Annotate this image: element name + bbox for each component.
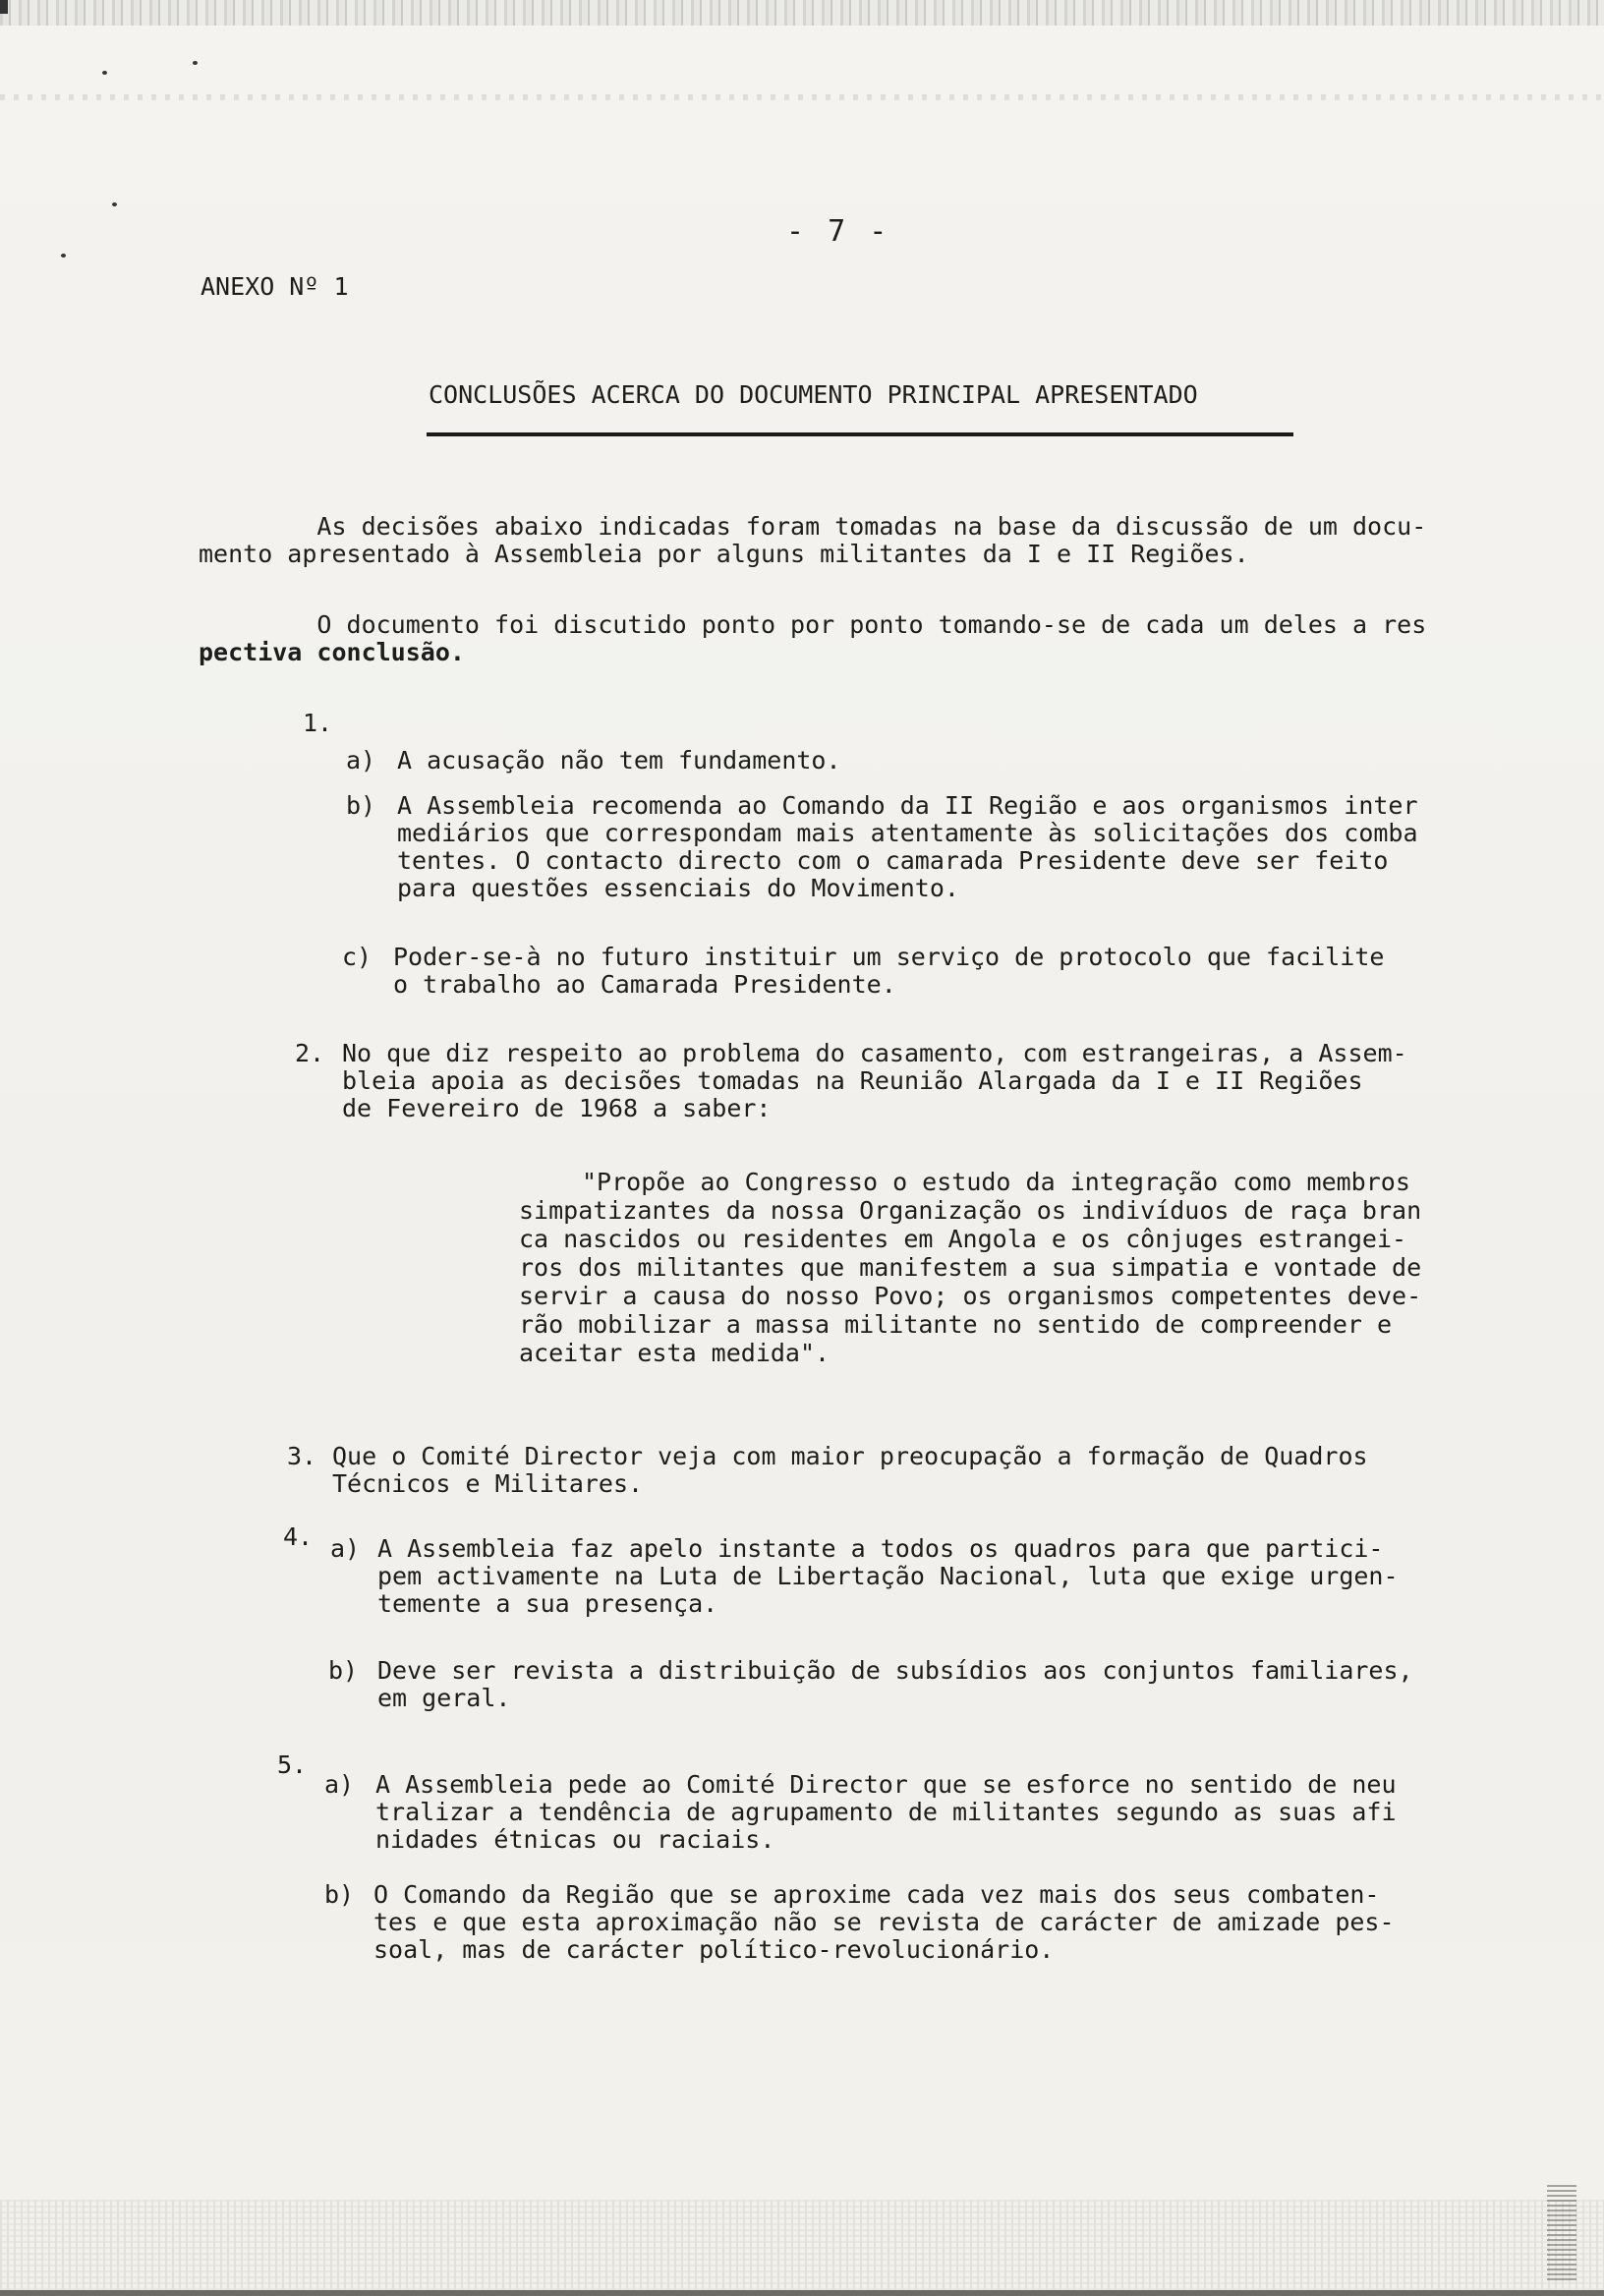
text-line: rão mobilizar a massa militante no sentido de compreender e (519, 1310, 1393, 1339)
page-number: - 7 - (786, 214, 890, 249)
item-4a-text (377, 1535, 1399, 1618)
scan-edge (0, 2290, 1604, 2296)
item-1a-text (397, 747, 841, 775)
text-line: ros dos militantes que manifestem a sua simpatia e vontade de (519, 1253, 1422, 1282)
text-line: mediários que correspondam mais atentamente às solicitações dos comba (397, 819, 1418, 847)
text-line: "Propõe ao Congresso o estudo da integração como membros (582, 1168, 1410, 1196)
text-line: ca nascidos ou residentes em Angola e os cônjuges estrangei- (519, 1225, 1407, 1253)
text-line: em geral. (377, 1684, 511, 1712)
item-5b-marker: b) (324, 1880, 355, 1909)
text-line: para questões essenciais do Movimento. (397, 874, 959, 902)
item-5-number: 5. (277, 1751, 308, 1779)
text-line: No que diz respeito ao problema do casamento, com estrangeiras, a Assem- (342, 1039, 1407, 1067)
item-1b-marker: b) (346, 791, 376, 820)
text-line: mento apresentado à Assembleia por alguns militantes da I e II Regiões. (199, 540, 1249, 568)
text-line: As decisões abaixo indicadas foram tomadas na base da discussão de um docu- (199, 512, 1427, 541)
item-5b-text (373, 1881, 1395, 1964)
item-1-number: 1. (303, 709, 333, 737)
text-line: A Assembleia recomenda ao Comando da II Região e aos organismos inter (397, 791, 1418, 820)
scan-speck (102, 71, 107, 75)
text-line: Técnicos e Militares. (332, 1469, 644, 1498)
item-1b-text (397, 792, 1418, 902)
scan-mark (0, 0, 8, 14)
item-1c-marker: c) (342, 943, 372, 971)
item-2-quote (519, 1168, 1421, 1367)
scan-noise-top (0, 0, 1604, 26)
text-line: tralizar a tendência de agrupamento de militantes segundo as suas afi (375, 1798, 1397, 1826)
text-line: nidades étnicas ou raciais. (375, 1825, 775, 1854)
text-line: A Assembleia faz apelo instante a todos os quadros para que partici- (377, 1534, 1384, 1563)
text-line: Deve ser revista a distribuição de subsídios aos conjuntos familiares, (377, 1656, 1413, 1685)
text-line: tentes. O contacto directo com o camarada Presidente deve ser feito (397, 846, 1389, 875)
item-4b-marker: b) (328, 1656, 359, 1685)
scan-noise-line (0, 94, 1604, 100)
text-line: A acusação não tem fundamento. (397, 746, 841, 775)
text-line: servir a causa do nosso Povo; os organismos competentes deve- (519, 1282, 1422, 1310)
text-line: simpatizantes da nossa Organização os indivíduos de raça bran (519, 1196, 1422, 1225)
text-line: o trabalho ao Camarada Presidente. (393, 970, 896, 999)
item-5a-text (375, 1771, 1397, 1854)
item-2-number: 2. (295, 1039, 325, 1067)
intro-paragraph-1 (199, 513, 1426, 568)
item-3-text (332, 1443, 1368, 1498)
item-5a-marker: a) (324, 1770, 355, 1799)
scan-noise-bottom (0, 2200, 1604, 2296)
item-4-number: 4. (283, 1522, 314, 1551)
text-line: O documento foi discutido ponto por ponto tomando-se de cada um deles a res (199, 610, 1427, 639)
text-line: pem activamente na Luta de Libertação Nacional, luta que exige urgen- (377, 1562, 1399, 1590)
text-line: bleia apoia as decisões tomadas na Reunião Alargada da I e II Regiões (342, 1066, 1363, 1095)
item-1a-marker: a) (346, 746, 376, 775)
text-line: A Assembleia pede ao Comité Director que se esforce no sentido de neu (375, 1770, 1397, 1799)
item-3-number: 3. (287, 1442, 317, 1470)
text-line: Que o Comité Director veja com maior preocupação a formação de Quadros (332, 1442, 1368, 1470)
text-line: O Comando da Região que se aproxime cada vez mais dos seus combaten- (373, 1880, 1380, 1909)
scan-noise-corner (1547, 2182, 1576, 2280)
scan-speck (112, 202, 117, 206)
text-line: soal, mas de carácter político-revolucionário. (373, 1935, 1055, 1964)
intro-paragraph-2 (199, 611, 1426, 666)
scan-speck (61, 254, 66, 258)
annex-label: ANEXO Nº 1 (200, 272, 349, 301)
item-4b-text (377, 1657, 1413, 1712)
text-line: de Fevereiro de 1968 a saber: (342, 1094, 772, 1122)
item-2-text (342, 1040, 1407, 1122)
text-line: Poder-se-à no futuro instituir um serviço de protocolo que facilite (393, 943, 1385, 971)
scan-speck (193, 61, 198, 65)
text-line: temente a sua presença. (377, 1589, 718, 1618)
item-4a-marker: a) (330, 1534, 361, 1563)
text-line: pectiva conclusão. (199, 638, 465, 666)
item-1c-text (393, 944, 1384, 999)
title-underline (427, 432, 1293, 436)
text-line: aceitar esta medida". (519, 1339, 831, 1367)
text-line: tes e que esta aproximação não se revista de carácter de amizade pes- (373, 1908, 1395, 1936)
page-title: CONCLUSÕES ACERCA DO DOCUMENTO PRINCIPAL APRESENTADO (429, 380, 1198, 409)
